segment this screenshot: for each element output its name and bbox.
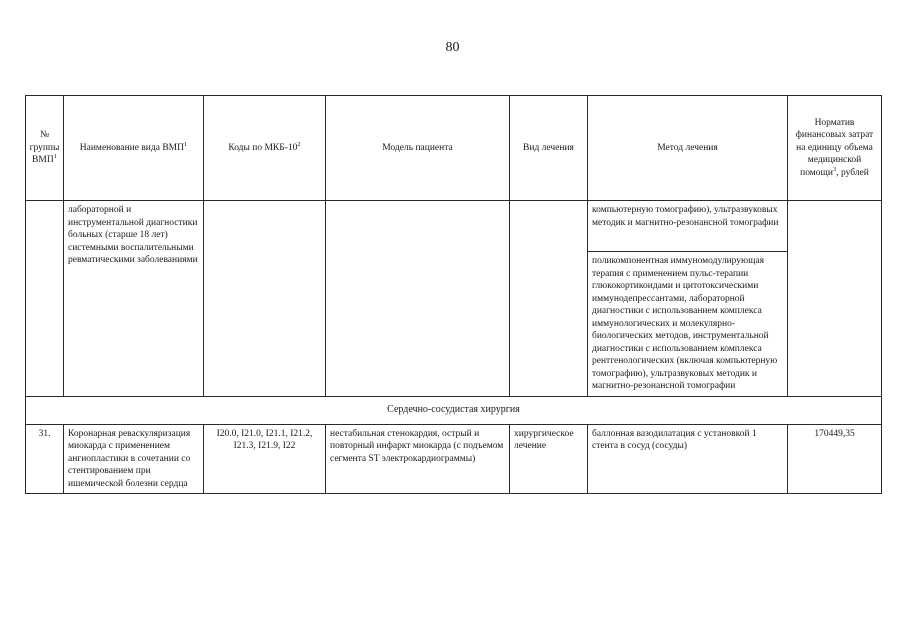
cell-method <box>588 201 788 397</box>
section-title: Сердечно-сосудистая хирургия <box>26 396 882 424</box>
cell-codes: I20.0, I21.0, I21.1, I21.2, I21.3, I21.9, I22 <box>204 424 326 494</box>
header-norm: Норматив финансовых затрат на единицу объема медицинской помощи$^3$, рублей <box>788 96 882 201</box>
header-name: Наименование вида ВМП$^1$ <box>64 96 204 201</box>
header-method: Метод лечения <box>588 96 788 201</box>
cell-group <box>26 201 64 397</box>
header-group: № группы ВМП$^1$ <box>26 96 64 201</box>
cell-norm <box>788 201 882 397</box>
header-codes: Коды по МКБ-$10^2$ <box>204 96 326 201</box>
cell-model: нестабильная стенокардия, острый и повторный инфаркт миокарда (с подъемом сегмента ST электрокардиограммы) <box>326 424 510 494</box>
cell-name: Коронарная реваскуляризация миокарда с применением ангиопластики в сочетании со стентированием при ишемической болезни сердца <box>64 424 204 494</box>
header-model: Модель пациента <box>326 96 510 201</box>
cell-treatment <box>510 201 588 397</box>
cell-norm: 170449,35 <box>788 424 882 494</box>
cell-group: 31. <box>26 424 64 494</box>
header-treatment: Вид лечения <box>510 96 588 201</box>
cell-name: лабораторной и инструментальной диагностики больных (старше 18 лет) системными воспалительными ревматическими заболеваниями <box>64 201 204 397</box>
method-part-2: поликомпонентная иммуномодулирующая терапия с применением пульс-терапии глюкокортикоидами и цитотоксическими иммунодепрессантами, лабораторной диагностики с использованием комплекса иммунологических и молекулярно-биологических методов, инструментальной диагностики с использованием комплекса рентгенологических (включая компьютерную томографию), ультразвуковых методик и магнитно-резонансной томографии <box>588 251 787 396</box>
table-row-31 <box>26 424 882 494</box>
cell-codes <box>204 201 326 397</box>
page-number: 80 <box>445 40 460 55</box>
cell-model <box>326 201 510 397</box>
table-row-continued <box>26 201 882 397</box>
section-row <box>26 396 882 424</box>
cell-treatment: хирургическое лечение <box>510 424 588 494</box>
header-row <box>26 96 882 201</box>
method-part-1: компьютерную томографию), ультразвуковых методик и магнитно-резонансной томографии <box>592 205 779 228</box>
cell-method: баллонная вазодилатация с установкой 1 стента в сосуд (сосуды) <box>588 424 788 494</box>
vmp-table <box>25 95 882 494</box>
